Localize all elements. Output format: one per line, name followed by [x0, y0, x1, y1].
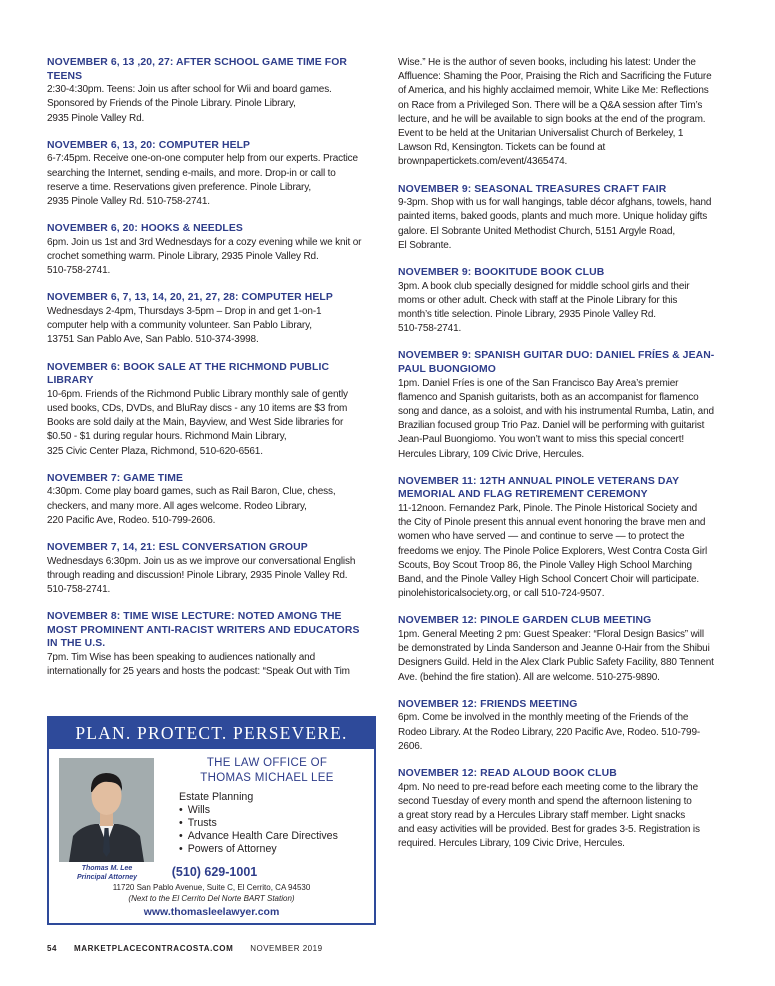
event-title: NOVEMBER 12: READ ALOUD BOOK CLUB — [398, 768, 617, 780]
event-description: 11-12noon. Fernandez Park, Pinole. The Pinole Historical Society and the City of Pinole present this annual event honoring the brave men and women who have served — and continue to serve — to protect the freedoms we enjoy. The Pinole Police Explorers, West Contra Costa Girl Scouts, Boy Scout Troop 86, the Pinole Valley High School Marching Band, and the Pinole Valley High School Concert Choir will participate. pinolehistoricalsociety.org, or call 510-724-9507. — [398, 503, 708, 600]
right-column — [398, 56, 730, 865]
issue-date: NOVEMBER 2019 — [250, 944, 323, 953]
event-listing — [398, 266, 730, 336]
firm-name — [167, 756, 367, 785]
event-description: 6pm. Come be involved in the monthly meeting of the Friends of the Rodeo Library. At the Rodeo Library, 220 Pacific Ave, Rodeo. 510-799- 2606. — [398, 712, 701, 752]
event-listing — [398, 183, 730, 253]
event-description: Wednesdays 2-4pm, Thursdays 3-5pm – Drop in and get 1-on-1 computer help with a community volunteer. San Pablo Library, 13751 San Pablo Ave, San Pablo. 510-374-3998. — [47, 306, 322, 346]
ad-banner: PLAN. PROTECT. PERSEVERE. — [49, 718, 374, 749]
page-footer — [47, 944, 323, 953]
event-title: NOVEMBER 7: GAME TIME — [47, 472, 184, 484]
event-listing — [398, 698, 730, 754]
event-title: NOVEMBER 8: TIME WISE LECTURE: NOTED AMONG THE MOST PROMINENT ANTI-RACIST WRITERS AND EDUCATORS IN THE U.S. — [47, 611, 360, 650]
event-title: NOVEMBER 9: BOOKITUDE BOOK CLUB — [398, 267, 605, 279]
event-description: 7pm. Tim Wise has been speaking to audiences nationally and internationally for 25 years and hosts the podcast: “Speak Out with Tim — [47, 652, 350, 678]
event-listing — [398, 614, 730, 684]
event-listing — [47, 541, 373, 597]
attorney-title: Principal Attorney — [76, 874, 138, 881]
event-title: NOVEMBER 6, 7, 13, 14, 20, 21, 27, 28: COMPUTER HELP — [47, 292, 333, 304]
page-number: 54 — [47, 944, 58, 953]
event-description: 4:30pm. Come play board games, such as Rail Baron, Clue, chess, checkers, and many more. All ages welcome. Rodeo Library, 220 Pacific Ave, Rodeo. 510-799-2606. — [47, 486, 336, 526]
event-listing — [398, 56, 730, 170]
services-list — [179, 791, 338, 856]
event-listing — [47, 361, 373, 459]
event-title: NOVEMBER 6, 13 ,20, 27: AFTER SCHOOL GAME TIME FOR TEENS — [47, 57, 348, 82]
event-title: NOVEMBER 9: SEASONAL TREASURES CRAFT FAIR — [398, 183, 667, 195]
event-description: Wednesdays 6:30pm. Join us as we improve our conversational English through reading and discussion! Pinole Library, 2935 Pinole Valley Rd. 510-758-2741. — [47, 555, 356, 596]
event-description: 1pm. Daniel Fríes is one of the San Francisco Bay Area’s premier flamenco and Spanish guitarists, both as an accompanist for flamenco song and dance, as a soloist, and with his instrumental Rumba, Latin, and Brazilian focused group Trio Paz. Daniel will be performing with guitarist Jean-Paul Buongiomo. You won’t want to miss this special concert! Hercules Library, 109 Civic Drive, Hercules. — [398, 377, 714, 460]
event-description: 10-6pm. Friends of the Richmond Public Library monthly sale of gently used books, CDs, DVDs, and BluRay discs - any 10 items are $3 from Books are sold daily at the Main, Bayview, and West Side libraries for $0.50 - $1 during regular hours. Richmond Main Library, 325 Civic Center Plaza, Richmond, 510-620-6561. — [47, 388, 348, 457]
event-title: NOVEMBER 11: 12TH ANNUAL PINOLE VETERANS DAY MEMORIAL AND FLAG RETIREMENT CEREMONY — [398, 475, 679, 501]
event-listing — [47, 472, 373, 528]
left-column — [47, 56, 373, 692]
ad-address-note: (Next to the El Cerrito Del Norte BART Station) — [128, 894, 295, 903]
event-title: NOVEMBER 6, 20: HOOKS & NEEDLES — [47, 223, 243, 235]
event-description: 1pm. General Meeting 2 pm: Guest Speaker: “Floral Design Basics” will be demonstrated by Linda Sanderson and Jeanne 0-Hair from the Shibui Designers Guild. Held in the Alex Clark Public Safety Facility, 880 Tennent Ave. (behind the fire station). All are welcome. 510-275-9890. — [398, 629, 714, 683]
event-title: NOVEMBER 6: BOOK SALE AT THE RICHMOND PUBLIC LIBRARY — [47, 361, 330, 387]
event-listing — [47, 291, 373, 347]
ad-phone[interactable]: (510) 629-1001 — [171, 865, 258, 879]
event-description: 4pm. No need to pre-read before each meeting come to the library the second Tuesday of every month and spend the afternoon listening to a great story read by a Hercules Library staff member. Light snacks and easy activities will be provided. Best for grades 3-5. Registration is required. Hercules Library, 109 Civic Drive, Hercules. — [398, 781, 700, 850]
services-heading: Estate Planning — [179, 791, 254, 803]
site-name: MARKETPLACECONTRACOSTA.COM — [73, 944, 234, 953]
event-description: 9-3pm. Shop with us for wall hangings, table décor afghans, towels, hand painted items, baked goods, plants and much more. Unique holiday gifts galore. El Sobrante United Methodist Church, 5151 Argyle Road, El Sobrante. — [398, 197, 712, 251]
event-title: NOVEMBER 12: PINOLE GARDEN CLUB MEETING — [398, 615, 652, 627]
event-listing — [47, 139, 373, 209]
ad-address — [49, 882, 374, 904]
event-description: Wise.” He is the author of seven books, including his latest: Under the Affluence: Shaming the Poor, Praising the Rich and Sacrificing the Future of America, and his highly acclaimed memoir, White Like Me: Reflections on Race from a Privileged Son. There will be a Q&A session after Tim’s lecture, and he will be available to sign books at the end of the program. Event to be held at the Unitarian Universalist Church of Berkeley, 1 Lawson Rd, Kensington. Tickets can be found at brownpapertickets.com/event/4365474. — [398, 57, 712, 168]
event-title: NOVEMBER 12: FRIENDS MEETING — [398, 698, 578, 710]
law-office-ad — [47, 716, 376, 925]
attorney-photo — [59, 758, 154, 862]
event-listing — [47, 222, 373, 278]
event-title: NOVEMBER 7, 14, 21: ESL CONVERSATION GROUP — [47, 542, 308, 554]
event-listing — [398, 349, 730, 461]
event-listing — [47, 56, 373, 126]
service-item: • Advance Health Care Directives — [179, 830, 338, 843]
event-listing — [47, 610, 373, 679]
event-description: 3pm. A book club specially designed for middle school girls and their moms or other adult. Check with staff at the Pinole Library for this month’s title selection. Pinole Library, 2935 Pinole Valley Rd. 510-758-2741. — [398, 280, 690, 335]
service-item: • Wills — [179, 804, 338, 817]
ad-website-link[interactable]: www.thomasleelawyer.com — [143, 906, 280, 918]
service-item: • Powers of Attorney — [179, 843, 338, 856]
service-item: • Trusts — [179, 817, 338, 830]
event-listing — [398, 767, 730, 852]
firm-line-1: THE LAW OFFICE OF — [206, 757, 328, 769]
attorney-name: Thomas M. Lee — [81, 865, 133, 872]
event-description: 6-7:45pm. Receive one-on-one computer help from our experts. Practice searching the Internet, sending e-mails, and more. Drop-in or call to reserve a time. Reservations given preference. Pinole Library, 2935 Pinole Valley Rd. 510-758-2741. — [47, 153, 358, 207]
firm-line-2: THOMAS MICHAEL LEE — [200, 771, 334, 784]
event-title: NOVEMBER 9: SPANISH GUITAR DUO: DANIEL FRÍES & JEAN-PAUL BUONGIOMO — [398, 350, 715, 376]
event-listing — [398, 475, 730, 602]
event-title: NOVEMBER 6, 13, 20: COMPUTER HELP — [47, 139, 251, 151]
event-description: 6pm. Join us 1st and 3rd Wednesdays for a cozy evening while we knit or crochet something warm. Pinole Library, 2935 Pinole Valley Rd. 510-758-2741. — [47, 236, 362, 277]
ad-street-address: 11720 San Pablo Avenue, Suite C, El Cerrito, CA 94530 — [112, 883, 311, 892]
event-description: 2:30-4:30pm. Teens: Join us after school for Wii and board games. Sponsored by Friends of the Pinole Library. Pinole Library, 2935 Pinole Valley Rd. — [47, 84, 332, 124]
